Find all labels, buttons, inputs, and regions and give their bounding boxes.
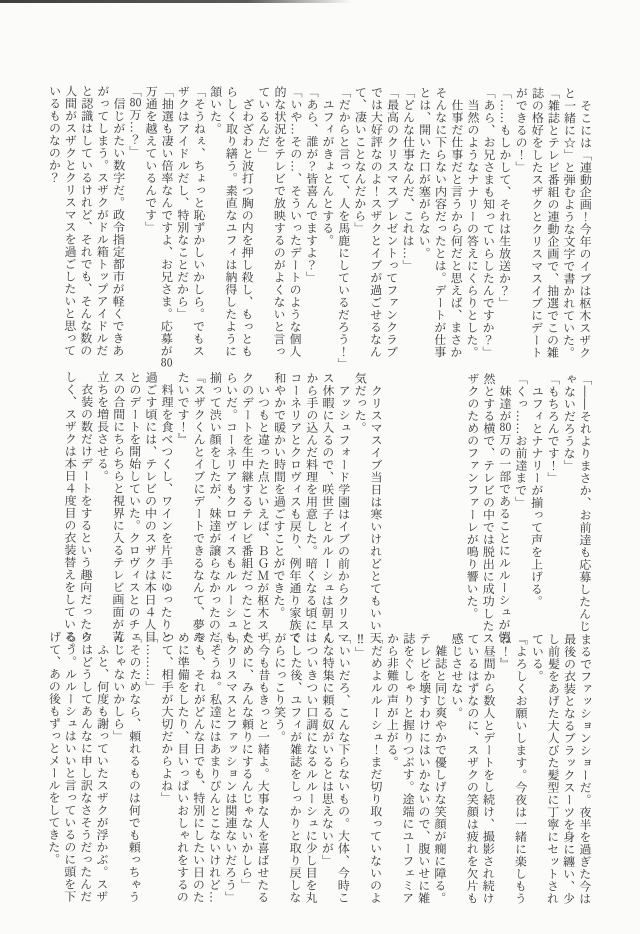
text-column: 雑誌と同じ爽やかで優しげな笑顔が癇に障る。: [432, 632, 448, 905]
text-column: 「そのためなら、頼れるものは何でも頼っちゃう: [126, 631, 142, 903]
text-column: 当然のようなナナリーの答えにくらりとした。: [464, 86, 480, 359]
text-column: ているんだ」: [256, 85, 271, 160]
text-column: まるでファッションショーだ。夜半を過ぎた今は: [577, 633, 593, 905]
text-column: 「………」: [143, 631, 159, 694]
text-column: 気だった。: [352, 372, 368, 434]
text-column: 「もちろんです！」: [545, 372, 561, 485]
text-column: 「そうね。私達にはあまりぴんとこないけれど…: [207, 631, 223, 904]
text-column: 頷いた。: [208, 85, 223, 135]
text-column: 的な状況をテレビで放映するのがよくないと言っ: [271, 85, 287, 358]
blank-column: [383, 372, 400, 625]
text-column: いるものなのか？: [47, 84, 62, 184]
text-column: 誌の格好をしたスザクとクリスマスイブにデート: [529, 86, 545, 359]
blank-column: [448, 373, 465, 626]
text-column: 「最高のクリスマスプレゼントってファンクラブ: [384, 86, 400, 359]
text-column: 最後の衣装となるブラックスーツを身に纏い、少: [561, 633, 577, 905]
text-block-3: [45, 631, 593, 907]
text-column: 昼間から数人とデートをし続け、撮影され続け: [480, 632, 497, 905]
blank-column: [399, 372, 416, 625]
text-column: ろう。ルルーシュはいいと言っているのに頭を下: [62, 630, 78, 903]
text-column: 信じがたい数字だ。政令指定都市が軽くできあ: [110, 85, 126, 357]
text-column: 人間がスザクとクリスマスを過ごしたいと思って: [62, 84, 78, 357]
text-column: 「……もしかして、それは生放送か？」: [497, 86, 513, 310]
text-column: 「抽選も凄い倍率なんですよ、お兄さま。応募が80: [158, 85, 175, 369]
text-column: と認識はしているけれど、それでも、そんな数の: [78, 84, 94, 357]
text-column: ユフィとナナリーが揃って声を上げる。: [529, 372, 545, 608]
text-column: んじゃないかしら」: [111, 631, 126, 743]
text-column: ができるの！」: [513, 86, 529, 174]
text-column: がってしまう。スザクがドル箱トップアイドルだ: [94, 85, 110, 357]
text-column: から非難の声が上がる。: [384, 632, 400, 769]
text-column: 「だめよルルーシュ！まだ切り取っていないのよ: [368, 632, 384, 904]
text-block-2: [61, 370, 593, 656]
text-column: ザクのためのファンファーレが鳴り響いた。: [464, 372, 480, 620]
text-column: 和やかで暖かい時間を過ごすことができた。: [271, 371, 287, 619]
text-column: 「そうねぇ、ちょっと恥ずかしいかしら。でもス: [191, 85, 207, 358]
text-column: くした後、ユフィが雑誌をしっかりと取り戻しな: [287, 631, 303, 904]
text-column: 『スザクくんとイブにデートできるなんて、夢み: [191, 371, 207, 644]
text-column: げて、あの後もずっとメールをしてきた。: [46, 630, 62, 866]
text-column: 過ごす頃には、テレビの中のスザクは本日４人目: [142, 371, 159, 643]
text-column: ゃないだろうな」: [562, 373, 577, 472]
text-column: スの合間にちらちらと視界に入るテレビ画面が苛: [110, 371, 126, 643]
text-column: 「どんな仕事なんだ、これは…」: [400, 86, 416, 272]
text-column: 「あら、誰が？皆喜んでますよ？」: [304, 85, 319, 284]
text-column: 「クリスマスとファッションは関連ないだろう」: [223, 631, 239, 904]
text-column: しく、スザクは本日４度目の衣装替えをしている。: [62, 370, 78, 655]
text-column: ふと、何度も謝っていたスザクが浮かぶ。スザ: [94, 631, 110, 903]
text-column: 然とする横で、テレビの中では脱出に成功したス: [480, 372, 496, 645]
text-column: クリスマスイブ当日は寒いけれどとてもいい天: [368, 372, 384, 644]
text-column: テレビを壊すわけにはいかないので、腹いせに雑: [416, 632, 432, 905]
scan-edge-artifact: [0, 0, 352, 3]
text-column: ね！』: [497, 632, 513, 670]
text-column: 「今も昔もきっと一緒よ。大事な人を喜ばせたる: [255, 631, 271, 904]
text-column: クのデートを生中継するテレビ番組だったことぐ: [239, 371, 255, 644]
text-column: て、凄いことなんだから」: [352, 86, 368, 235]
text-column: らしく取り繕う。素直なユフィは納得したように: [223, 85, 239, 358]
tatechuyoko-number: 80: [129, 97, 142, 109]
text-column: って、相手が大切だからよね」: [159, 631, 175, 805]
text-column: から手の込んだ料理を用意した。暗くなる頃には: [303, 371, 319, 644]
text-column: ざわざわと波打つ胸の内を押し殺し、もっとも: [239, 85, 255, 358]
text-column: いつもと違った点といえば、ＢＧＭが枢木スザ: [255, 371, 271, 644]
text-column: がらにっこり笑う。: [272, 631, 287, 744]
text-column: そこには「連動企画！今年のイブは枢木スザク: [577, 87, 593, 359]
text-column: ユフィがきょとんとする。: [320, 86, 336, 247]
text-column: 「いや…その…、そういったデートのような個人: [287, 85, 303, 358]
tatechuyoko-number: 80: [160, 357, 173, 369]
text-column: 衣装の数だけデートをするという趣向だったら: [78, 370, 94, 643]
text-column: 立ちを増長させる。: [95, 370, 110, 483]
text-column: と一緒に☆」と弾むような文字で書かれていた。: [561, 87, 577, 359]
text-column: 「くっ……お前達まで」: [513, 372, 529, 509]
text-column: とのデートを開始していた。クロヴィスとのチェ: [126, 371, 142, 643]
text-column: では大好評なのよ！スザクとイブが過ごせるなん: [368, 86, 384, 358]
text-column: アッシュフォード学園はイブの前からクリスマ: [335, 372, 352, 644]
text-column: 「あら、お兄さまも知っていらしたんですか？」: [480, 86, 497, 359]
text-column: ために、みんな頼りにするんじゃないかしら」: [239, 631, 255, 892]
text-column: 「80万…？」: [127, 85, 142, 158]
text-block-1: [45, 84, 593, 371]
text-column: でも、それがどんな日でも、特別にしたい日のた: [191, 631, 207, 904]
text-column: めに準備をしたり、目いっぱいおしゃれをするの: [175, 631, 191, 904]
text-column: 感じさせない。: [449, 632, 464, 720]
text-column: 「――それよりまさか、お前達も応募したんじ: [577, 373, 593, 633]
text-column: 誌をぐしゃりと握りつぶす。途端にユーフェミア: [400, 632, 416, 905]
blank-column: [415, 372, 432, 625]
text-column: ザクはアイドルだし、特別なことだから」: [175, 85, 191, 321]
text-column: ているはずなのに、スザクの笑顔は疲れを欠片も: [464, 632, 480, 905]
text-column: コーネリアとクロヴィスも戻り、例年通り家族で: [287, 371, 303, 644]
text-column: 「雑誌とテレビ番組の連動企画で、抽選でこの雑: [545, 86, 561, 359]
text-column: 万通を越えているんです」: [143, 85, 159, 234]
text-column: 「いいだろ、こんな下らないもの。大体、今時こ: [336, 632, 352, 904]
text-column: ている。: [530, 632, 545, 683]
tatechuyoko-number: 80: [499, 422, 512, 434]
text-column: ついきつい口調になるルルーシュに少し目を丸: [303, 631, 320, 904]
text-column: ス休暇に入るので、咲世子とルルーシュは朝早く: [319, 371, 336, 644]
text-column: し前髪をあげた大人びた髪型に丁寧にセットされ: [545, 632, 561, 905]
text-column: 仕事だ仕事だと言うから何だと思えば、まさか: [448, 86, 464, 359]
text-column: らいだ。コーネリアもクロヴィスもルルーシュも: [223, 371, 239, 644]
text-column: そんなに下らない内容だったとは。デートが仕事: [432, 86, 448, 359]
text-column: たいです！』: [175, 371, 191, 446]
blank-column: [432, 372, 449, 625]
text-column: 「だからと言って、人を馬鹿にしているだろう！」: [335, 86, 352, 371]
text-column: 妹達が80万の一部であることにルルーシュが愕: [496, 372, 513, 644]
text-column: ‼」: [353, 632, 368, 659]
text-column: んな特集に頼る奴がいるとは思えないが」: [320, 632, 336, 867]
text-column: とは、開いた口が塞がらない。: [416, 86, 432, 260]
text-column: クはどうしてあんなに申し訳なさそうだったんだ: [78, 630, 94, 903]
text-column: 揃って渋い顔をしたが、妹達が譲らなかったのだ。: [207, 371, 223, 656]
text-column: 料理を食べつくし、ワインを片手にゆったりと: [158, 371, 175, 644]
text-column: 『よろしくお願いします。今夜は一緒に楽しもう: [513, 632, 529, 905]
